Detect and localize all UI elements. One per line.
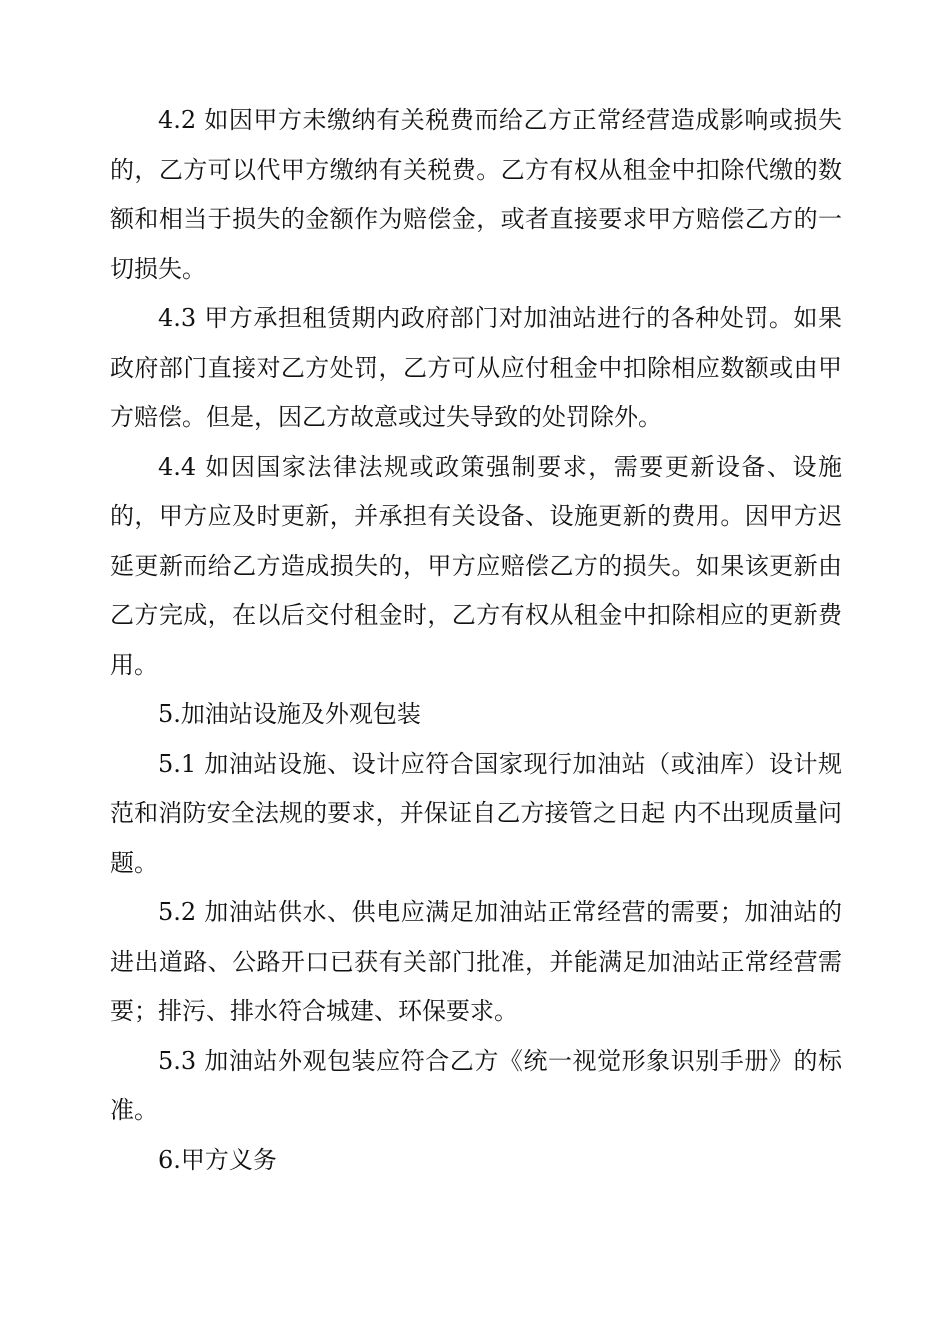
section-heading-6: 6.甲方义务 [158,1145,277,1174]
paragraph-4-4: 4.4 如因国家法律法规或政策强制要求，需要更新设备、设施的，甲方应及时更新，并承担有关设备、设施更新的费用。因甲方迟延更新而给乙方造成损失的，甲方应赔偿乙方的损失。如果该更新由乙方完成，在以后交付租金时，乙方有权从租金中扣除相应的更新费用。 [110,452,842,679]
paragraph-5-3: 5.3 加油站外观包装应符合乙方《统一视觉形象识别手册》的标准。 [110,1046,842,1124]
paragraph-4-2: 4.2 如因甲方未缴纳有关税费而给乙方正常经营造成影响或损失的，乙方可以代甲方缴纳有关税费。乙方有权从租金中扣除代缴的数额和相当于损失的金额作为赔偿金，或者直接要求甲方赔偿乙方的一切损失。 [110,106,842,283]
paragraph-5-1: 5.1 加油站设施、设计应符合国家现行加油站（或油库）设计规范和消防安全法规的要求，并保证自乙方接管之日起 内不出现质量问题。 [110,749,842,877]
section-heading-5: 5.加油站设施及外观包装 [158,700,421,728]
paragraph-5-2: 5.2 加油站供水、供电应满足加油站正常经营的需要；加油站的进出道路、公路开口已获有关部门批准，并能满足加油站正常经营需要；排污、排水符合城建、环保要求。 [110,898,842,1025]
paragraph-4-3: 4.3 甲方承担租赁期内政府部门对加油站进行的各种处罚。如果政府部门直接对乙方处罚，乙方可从应付租金中扣除相应数额或由甲方赔偿。但是，因乙方故意或过失导致的处罚除外。 [110,304,842,431]
document-page [110,96,842,1185]
